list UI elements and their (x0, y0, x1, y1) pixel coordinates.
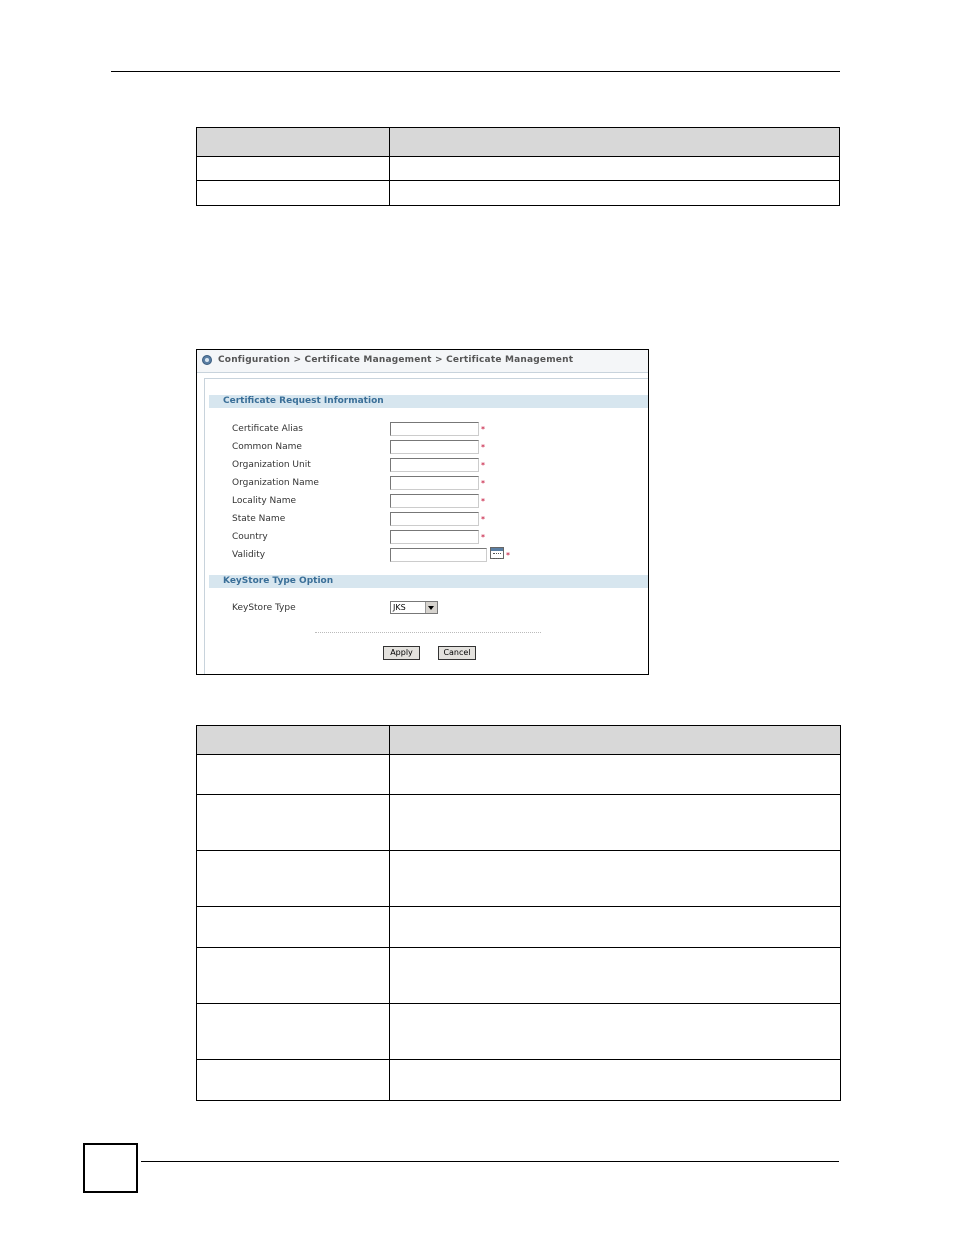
table-cell (390, 795, 841, 851)
table-cell (390, 157, 840, 181)
required-marker: * (481, 461, 485, 470)
field-description-table (196, 725, 841, 1101)
table-cell (197, 851, 390, 907)
table-cell (390, 755, 841, 795)
validity-label: Validity (232, 550, 266, 560)
divider (315, 632, 541, 633)
organization-unit-input[interactable] (390, 458, 479, 472)
calendar-icon[interactable] (490, 547, 504, 559)
footer-rule (141, 1161, 839, 1162)
required-marker: * (481, 515, 485, 524)
content-frame-top (204, 378, 648, 379)
state-name-label: State Name (232, 514, 286, 524)
table-cell (390, 948, 841, 1004)
table-cell (197, 1004, 390, 1060)
required-marker: * (481, 425, 485, 434)
table-cell (390, 181, 840, 206)
circle-logo-icon (202, 355, 212, 365)
table-cell (390, 1060, 841, 1101)
organization-name-input[interactable] (390, 476, 479, 490)
content-frame-left (204, 378, 205, 674)
table-cell (197, 1060, 390, 1101)
keystore-type-select[interactable] (390, 601, 438, 614)
country-label: Country (232, 532, 268, 542)
header-rule (111, 71, 840, 72)
table-cell (390, 851, 841, 907)
table-cell (197, 948, 390, 1004)
certificate-request-screenshot (196, 349, 649, 675)
certificate-alias-input[interactable] (390, 422, 479, 436)
required-marker: * (481, 497, 485, 506)
table-cell (197, 755, 390, 795)
certificate-alias-label: Certificate Alias (232, 424, 303, 434)
required-marker: * (481, 479, 485, 488)
table-header-cell (197, 726, 390, 755)
organization-unit-label: Organization Unit (232, 460, 311, 470)
required-marker: * (481, 533, 485, 542)
table-header-cell (390, 726, 841, 755)
locality-name-input[interactable] (390, 494, 479, 508)
table-cell (197, 181, 390, 206)
locality-name-label: Locality Name (232, 496, 297, 506)
section-header-keystore: KeyStore Type Option (209, 575, 648, 588)
breadcrumb: Configuration > Certificate Management > Certificate Management (218, 355, 574, 365)
required-marker: * (481, 443, 485, 452)
title-bar (197, 350, 648, 373)
organization-name-label: Organization Name (232, 478, 319, 488)
keystore-type-label: KeyStore Type (232, 603, 296, 613)
table-cell (390, 1004, 841, 1060)
table-header-cell (390, 128, 840, 157)
section-header-certificate-request: Certificate Request Information (209, 395, 648, 408)
table-cell (197, 907, 390, 948)
page-number-box (83, 1143, 138, 1193)
cancel-button[interactable]: Cancel (438, 646, 476, 660)
keystore-type-value: JKS (393, 603, 406, 612)
validity-input[interactable] (390, 548, 487, 562)
apply-button[interactable]: Apply (383, 646, 420, 660)
table-cell (390, 907, 841, 948)
table-cell (197, 795, 390, 851)
chevron-down-icon[interactable] (425, 602, 437, 613)
table-header-cell (197, 128, 390, 157)
top-table (196, 127, 840, 206)
required-marker: * (506, 551, 510, 560)
common-name-label: Common Name (232, 442, 302, 452)
country-input[interactable] (390, 530, 479, 544)
common-name-input[interactable] (390, 440, 479, 454)
table-cell (197, 157, 390, 181)
state-name-input[interactable] (390, 512, 479, 526)
